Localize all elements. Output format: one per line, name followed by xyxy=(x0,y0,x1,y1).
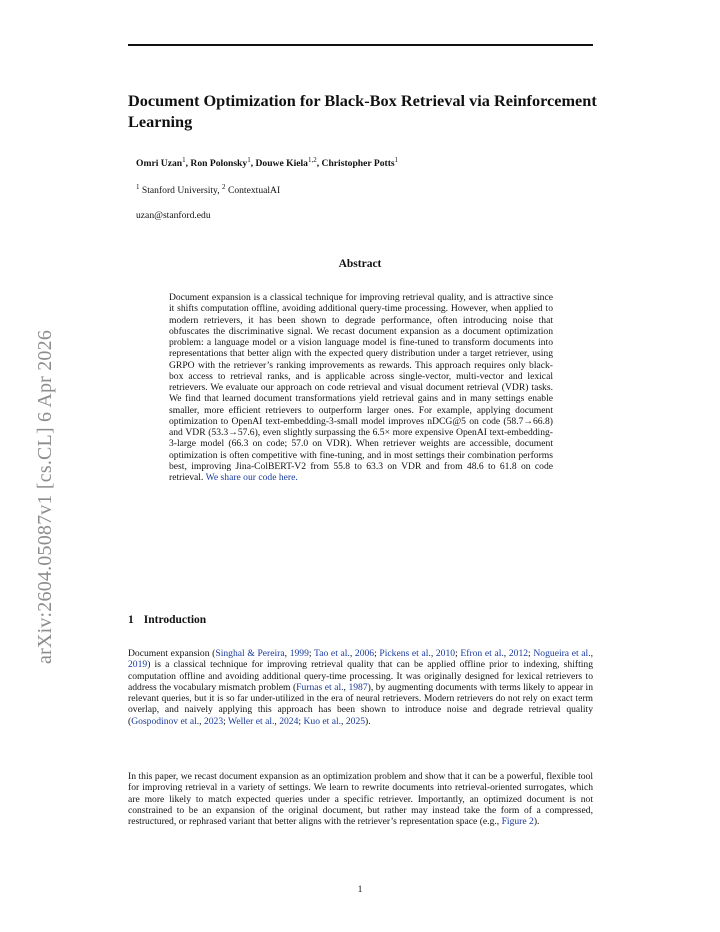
author-list: Omri Uzan$^1$, Ron Polonsky$^1$, Douwe Kiela$^{1,2}$, Christopher Potts$^1$ xyxy=(136,156,399,170)
paragraph-text: , xyxy=(349,648,355,659)
citation-link[interactable]: 2019 xyxy=(128,659,148,671)
section-number: 1 xyxy=(128,614,134,626)
page-number: 1 xyxy=(357,884,363,895)
arxiv-identifier[interactable]: arXiv:2604.05087v1 [cs.CL] 6 Apr 2026 xyxy=(34,329,56,664)
author-email: uzan@stanford.edu xyxy=(136,210,211,221)
affiliation-number: 2 xyxy=(222,183,226,191)
citation-link[interactable]: Furnas et al. xyxy=(296,681,344,693)
paper-title: Document Optimization for Black-Box Retrieval via Reinforcement Learning xyxy=(128,91,597,131)
citation-link[interactable]: Kuo et al. xyxy=(303,715,342,727)
paragraph-text: Document expansion ( xyxy=(128,648,216,659)
citation-link[interactable]: Pickens et al. xyxy=(379,648,431,659)
citation-link[interactable]: 2023 xyxy=(203,715,224,727)
author-affiliation-mark: 1,2 xyxy=(307,156,317,164)
intro-paragraph-2 xyxy=(128,771,593,827)
paragraph-text: ; xyxy=(528,648,534,659)
intro-paragraph-1 xyxy=(128,648,593,727)
citation-link[interactable]: Weller et al. xyxy=(228,715,275,727)
author-name: Douwe Kiela xyxy=(255,158,308,170)
citation-link[interactable]: 2012 xyxy=(508,648,529,659)
citation-link[interactable]: Nogueira et al. xyxy=(533,648,591,659)
code-link[interactable]: We share our code here. xyxy=(205,472,298,483)
abstract-text xyxy=(169,292,553,483)
paragraph-text: , xyxy=(430,648,436,659)
author-name: Ron Polonsky xyxy=(190,158,248,170)
section-title: Introduction xyxy=(143,614,207,626)
citation-link[interactable]: 1999 xyxy=(289,648,309,659)
paragraph-text: , xyxy=(274,715,280,727)
abstract-heading: Abstract xyxy=(338,258,382,270)
paragraph-text: ), by augmenting documents with terms likely to appear in relevant queries, but it is so far under-utilized in the era of neural retrievers. Modern retrievers do not rely on exact term overlap, and naively applying this approach has been shown to introduce noise and degrade retrieval quality ( xyxy=(128,681,593,727)
citation-link[interactable]: 2024 xyxy=(279,715,299,727)
author-name: Christopher Potts xyxy=(321,158,395,170)
paragraph-text: , xyxy=(590,648,594,659)
paragraph-text: , xyxy=(284,648,290,659)
citation-link[interactable]: Singhal & Pereira xyxy=(215,648,285,659)
affiliation-name: Stanford University xyxy=(141,185,218,197)
citation-link[interactable]: Tao et al. xyxy=(314,648,350,659)
paragraph-text: , xyxy=(199,715,204,727)
citation-link[interactable]: 2010 xyxy=(435,648,456,659)
top-rule xyxy=(128,44,593,46)
author-name: Omri Uzan xyxy=(136,158,183,170)
citation-link[interactable]: 2006 xyxy=(354,648,375,659)
paragraph-text: ; xyxy=(374,648,380,659)
citation-link[interactable]: Gospodinov et al. xyxy=(131,715,200,727)
author-affiliation-mark: 1 xyxy=(247,156,251,164)
paragraph-text: ; xyxy=(308,648,315,659)
paragraph-text: In this paper, we recast document expansion as an optimization problem and show that it can be a powerful, flexible tool for improving retrieval in a variety of settings. We learn to rewrite documents into retrieval-oriented surrogates, which are more likely to match expected queries under a specific retriever. Importantly, an optimized document is not constrained to be an expansion of the original document, but rather may instead take the form of a compressed, restructured, or rephrased variant that better aligns with the retriever’s representation space (e.g., xyxy=(128,771,593,828)
paragraph-text: ). xyxy=(533,816,540,828)
paragraph-text: , xyxy=(343,681,349,693)
affiliation-list: $^1$ Stanford University, $^2$ ContextualAI xyxy=(136,183,281,197)
paragraph-text: ; xyxy=(223,715,229,727)
citation-link[interactable]: Figure 2 xyxy=(501,816,534,828)
citation-link[interactable]: 1987 xyxy=(348,681,368,693)
paragraph-text: ). xyxy=(365,715,371,727)
abstract-body: Document expansion is a classical technique for improving retrieval quality, and is attractive since it shifts computation offline, avoiding additional query-time processing. However, when applied to modern retrievers, it has been shown to degrade performance, often introducing noise that obfuscates the discriminative signal. We recast document expansion as a document optimization problem: a language model or a vision language model is fine-tuned to transform documents into representations that better align with the expected query distribution under a target retriever, using GRPO with the retriever’s ranking improvements as rewards. This approach requires only black-box access to retrieval ranks, and is applicable across single-vector, multi-vector and lexical retrievers. We evaluate our approach on code retrieval and visual document retrieval (VDR) tasks. We find that learned document transformations yield retrieval gains and in many settings enable smaller, more efficient retrievers to outperform larger ones. For example, applying document optimization to OpenAI text-embedding-3-small model improves nDCG@5 on code (58.7→66.8) and VDR (53.3→57.6), even slightly surpassing the 6.5× more expensive OpenAI text-embedding-3-large model (66.3 on code; 57.0 on VDR). When retriever weights are accessible, document optimization is often competitive with fine-tuning, and in most settings their combination performs best, improving Jina-ColBERT-V2 from 55.8 to 63.3 on VDR and from 48.6 to 61.8 on code retrieval. xyxy=(169,292,553,483)
citation-link[interactable]: Efron et al. xyxy=(460,648,504,659)
author-affiliation-mark: 1 xyxy=(394,156,399,164)
paragraph-text: ; xyxy=(455,648,461,659)
affiliation-number: 1 xyxy=(136,183,140,191)
section-heading xyxy=(128,614,206,626)
affiliation-name: ContextualAI xyxy=(227,185,281,197)
paragraph-text: ; xyxy=(298,715,304,727)
paragraph-text: , xyxy=(341,715,346,727)
author-affiliation-mark: 1 xyxy=(182,156,186,164)
citation-link[interactable]: 2025 xyxy=(345,715,366,727)
paragraph-text: ) is a classical technique for improving retrieval quality that can be applied offline prior to indexing, shifting computation offline and avoiding additional query-time processing. It was originally designed for lexical retrievers to address the vocabulary mismatch problem ( xyxy=(128,659,593,693)
paragraph-text: , xyxy=(503,648,509,659)
